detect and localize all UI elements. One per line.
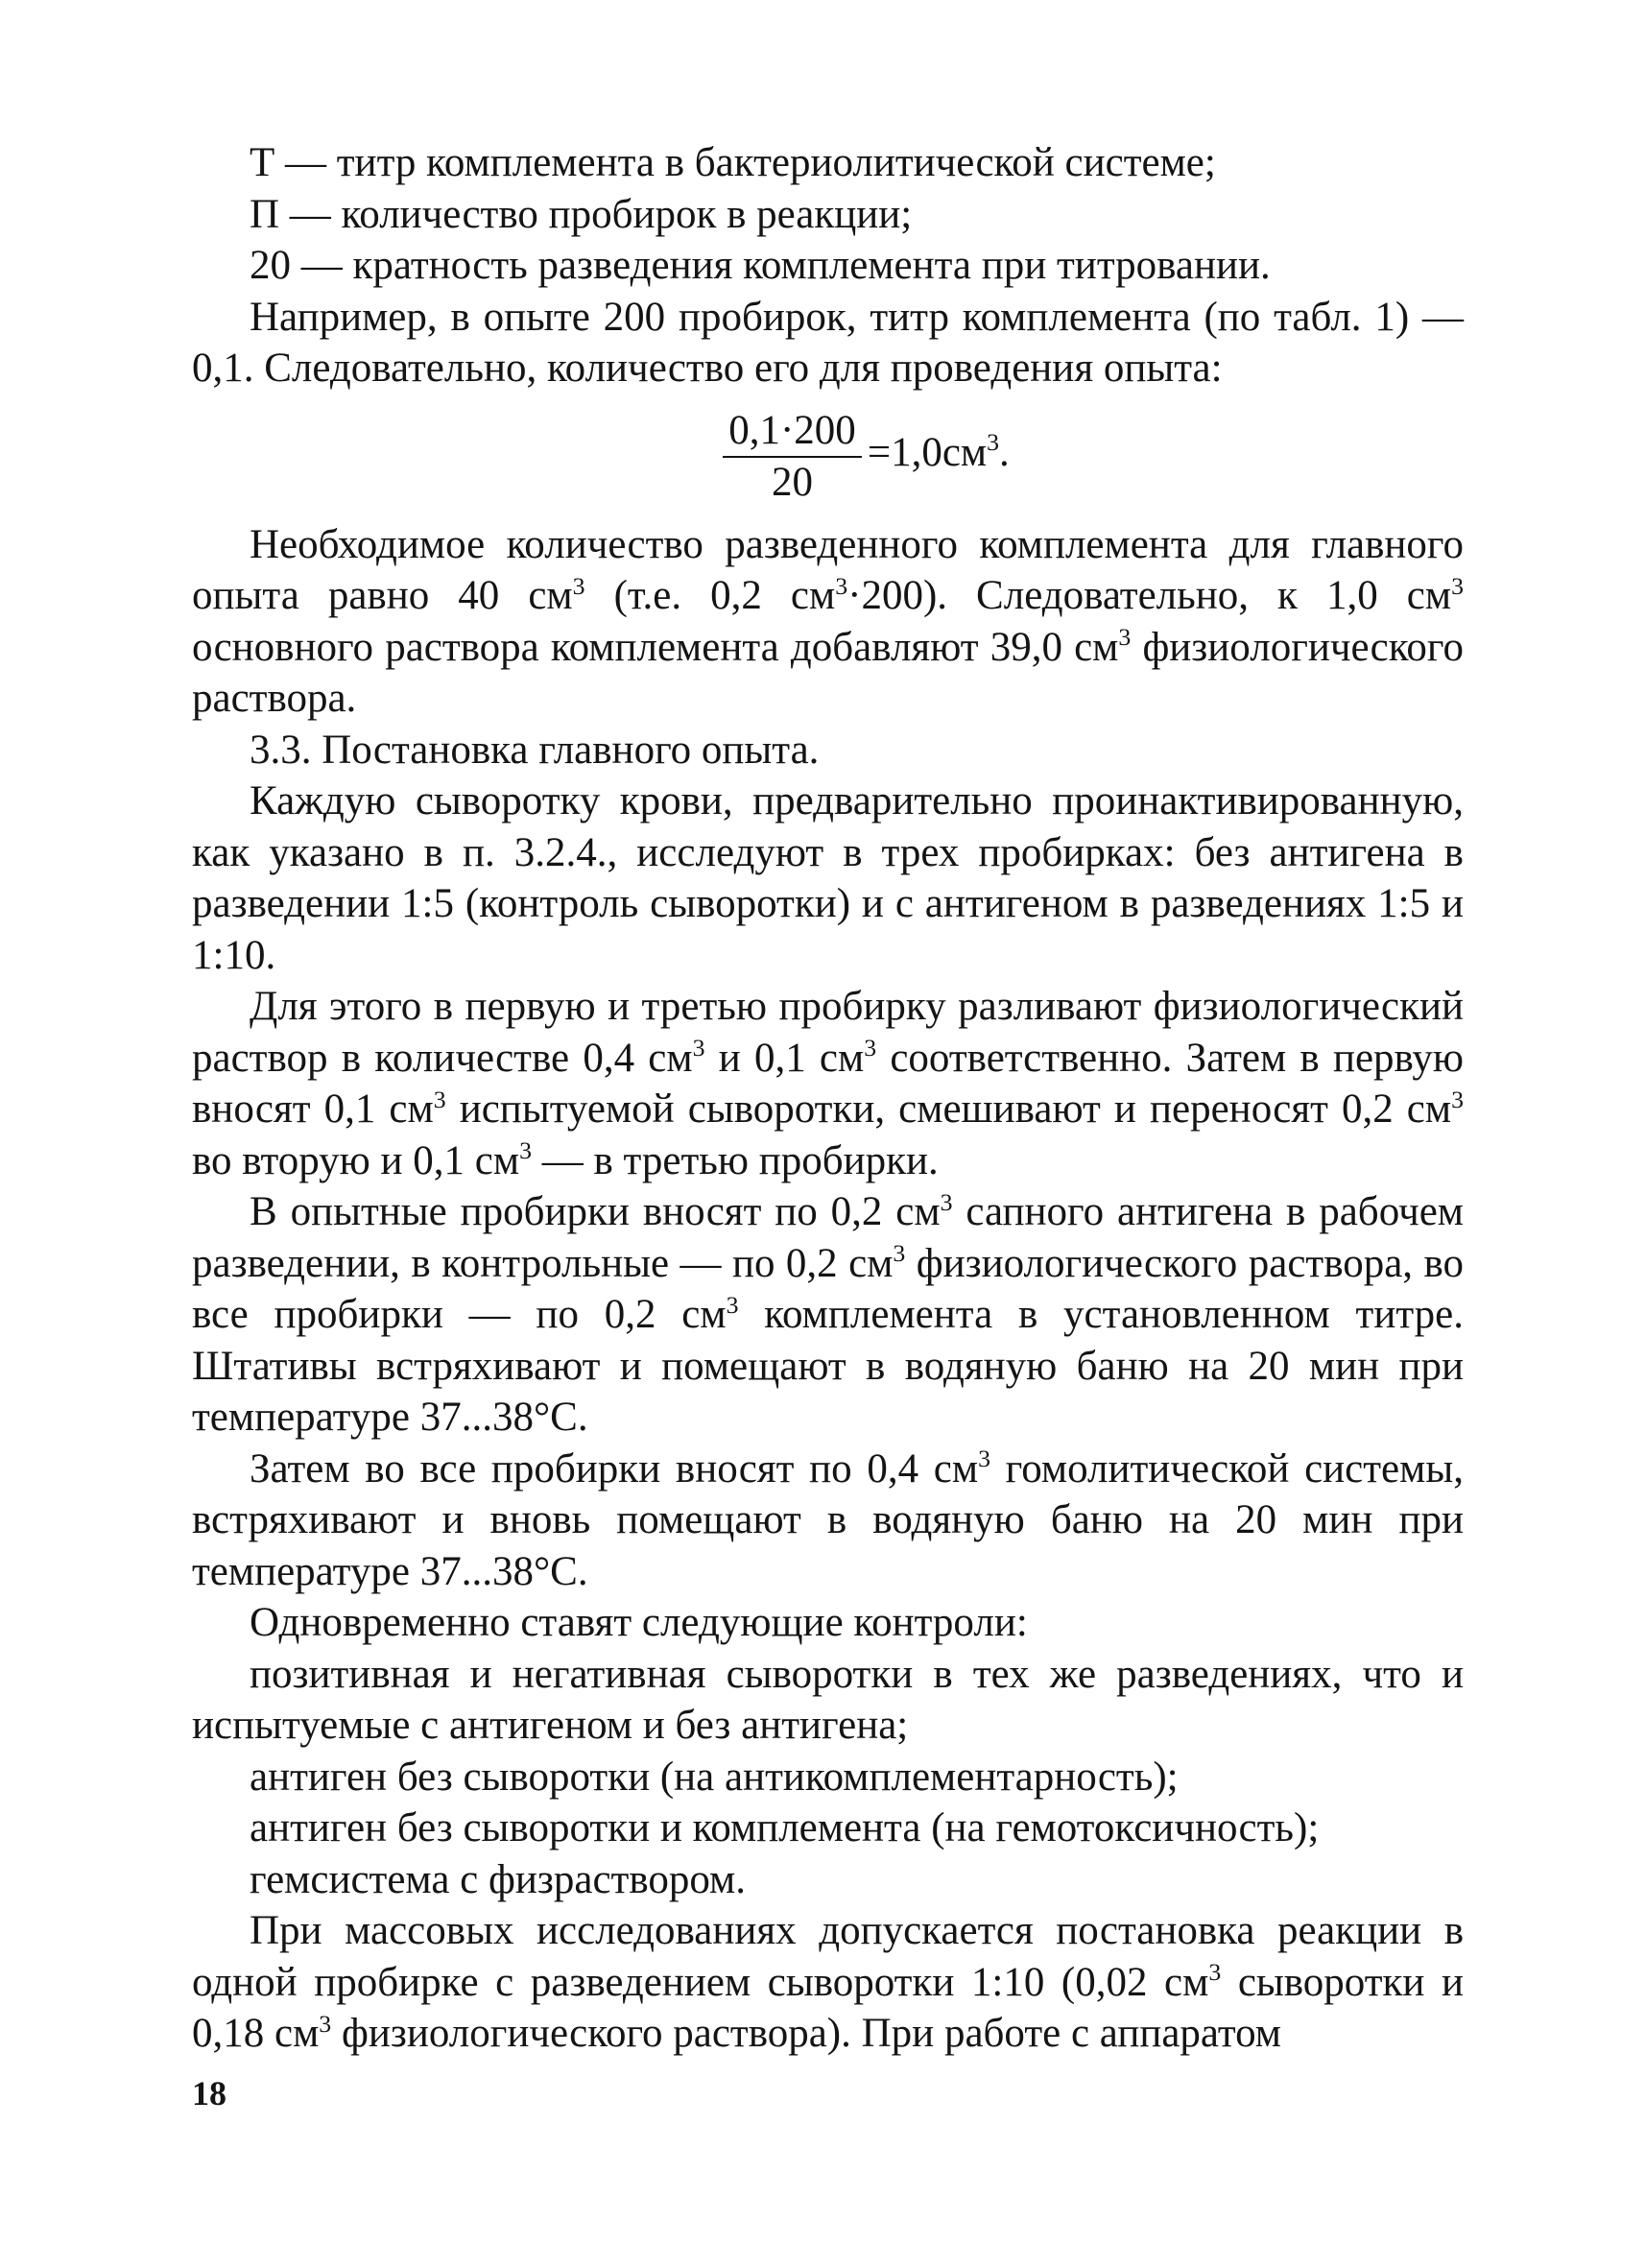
- hemolytic-paragraph: Затем во все пробирки вносят по 0,4 $см^3$ гомолитической системы, встряхивают и вновь помещают в водяную баню на 20 мин при температуре 37...38°С.: [192, 1444, 1464, 1594]
- definition-t: Т — титр комплемента в бактериолитической системе;: [250, 140, 1216, 185]
- control-item-hemsystem: гемсистема с физраствором.: [250, 1856, 746, 1902]
- control-item-hemotoxicity: антиген без сыворотки и комплемента (на гемотоксичность);: [250, 1805, 1320, 1850]
- section-heading: 3.3. Постановка главного опыта.: [250, 727, 820, 773]
- page-number: 18: [192, 2074, 226, 2113]
- example-paragraph: Например, в опыте 200 пробирок, титр комплемента (по табл. 1) — 0,1. Следовательно, количество его для проведения опыта:: [192, 294, 1464, 391]
- formula-fraction: [723, 406, 862, 508]
- formula-numerator: 0,1·200: [723, 406, 862, 458]
- body-text: [192, 137, 1464, 2060]
- formula-result: $=1,0см^3$.: [867, 428, 1010, 475]
- definition-20: 20 — кратность разведения комплемента при титровании.: [250, 243, 1271, 288]
- dilution-paragraph: Для этого в первую и третью пробирку разливают физиологический раствор в количестве 0,4 $см^3$ и 0,1 $см^3$ соответственно. Затем в первую вносят 0,1 $см^3$ испытуемой сыворотки, смешивают и переносят 0,2 $см^3$ во вторую и 0,1 $см^3$ — в третью пробирки.: [192, 984, 1465, 1183]
- antigen-paragraph: В опытные пробирки вносят по 0,2 $см^3$ сапного антигена в рабочем разведении, в контрольные — по 0,2 $см^3$ физиологического раствора, во все пробирки — по 0,2 $см^3$ комплемента в установленном титре. Штативы встряхивают и помещают в водяную баню на 20 мин при температуре 37...38°С.: [192, 1187, 1464, 1440]
- mass-testing-paragraph: При массовых исследованиях допускается постановка реакции в одной пробирке с разведением сыворотки 1:10 (0,02 $см^3$ сыворотки и 0,18 $см^3$ физиологического раствора). При работе с аппаратом: [192, 1908, 1464, 2056]
- control-item-sera: позитивная и негативная сыворотки в тех же разведениях, что и испытуемые с антигеном и без антигена;: [192, 1651, 1464, 1748]
- control-item-anticomplementary: антиген без сыворотки (на антикомплементарность);: [250, 1754, 1179, 1800]
- definition-p: П — количество пробирок в реакции;: [250, 191, 913, 237]
- formula: [269, 394, 1464, 519]
- controls-intro: Одновременно ставят следующие контроли:: [250, 1600, 1028, 1645]
- formula-denominator: 20: [772, 459, 814, 505]
- complement-paragraph: Необходимое количество разведенного комплемента для главного опыта равно 40 $см^3$ (т.е. 0,2 $см^3\cdot 200$). Следовательно, к 1,0 $см^3$ основного раствора комплемента добавляют 39,0 $см^3$ физиологического раствора.: [192, 521, 1464, 721]
- serum-paragraph: Каждую сыворотку крови, предварительно проинактивированную, как указано в п. 3.2.4., исследуют в трех пробирках: без антигена в разведении 1:5 (контроль сыворотки) и с антигеном в разведениях 1:5 и 1:10.: [192, 778, 1464, 978]
